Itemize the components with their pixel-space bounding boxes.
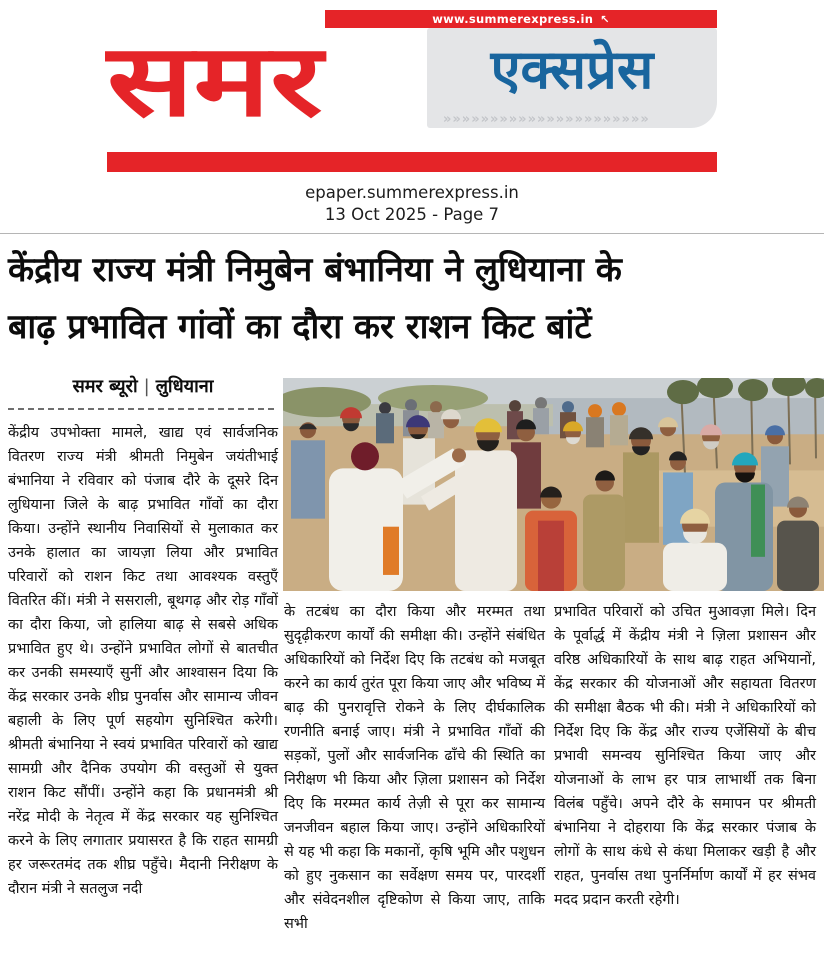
logo-samar-text: समर (107, 22, 323, 139)
headline-line-1: केंद्रीय राज्य मंत्री निमुबेन बंभानिया ने लुधियाना के (8, 250, 622, 290)
website-url: www.summerexpress.in (432, 12, 594, 26)
masthead-red-bar (107, 152, 717, 172)
logo-express-text: एक्सप्रेस (490, 38, 654, 101)
byline-location: लुधियाना (155, 376, 214, 397)
column-3 (554, 600, 816, 912)
date-page-number: 13 Oct 2025 - Page 7 (324, 205, 500, 224)
headline (8, 242, 820, 356)
article-text-col2: के तटबंध का दौरा किया और मरम्मत तथा सुदृढ़ीकरण कार्यों की समीक्षा की। उन्होंने संबंधित अधिकारियों को निर्देश दिए कि तटबंध को मजबूत करने का कार्य तुरंत पूरा किया जाए और भविष्य में बाढ़ की पुनरावृत्ति रोकने के लिए दीर्घकालिक रणनीति बनाई जाए। मंत्री ने प्रभावित गाँवों की सड़कों, पुलों और सार्वजनिक ढाँचे की स्थिति का निरीक्षण भी किया और ज़िला प्रशासन को निर्देश दिए कि मरम्मत कार्य तेज़ी से पूरा कर सामान्य जनजीवन बहाल किया जाए। उन्होंने अधिकारियों से यह भी कहा कि मकानों, कृषि भूमि और पशुधन को हुए नुकसान का सर्वेक्षण समय पर, पारदर्शी और संवेदनशील दृष्टिकोण से किया जाए, ताकि सभी (284, 604, 545, 932)
column-2 (284, 600, 545, 936)
article-text-col1: केंद्रीय उपभोक्ता मामले, खाद्य एवं सार्वजनिक वितरण राज्य मंत्री श्रीमती निमुबेन जयंतीभाई बंभानिया ने रविवार को पंजाब दौरे के दूसरे दिन लुधियाना जिले के बाढ़ प्रभावित गाँवों का दौरा किया। उन्होंने स्थानीय निवासियों से मुलाकात कर उनके हालात का जायज़ा लिया और प्रभावित परिवारों को राशन किट तथा आवश्यक वस्तुएँ वितरित कीं। मंत्री ने ससराली, बूथगढ़ और रोड़ गाँवों का दौरा किया, जो हालिया बाढ़ से सबसे अधिक प्रभावित हुए थे। उन्होंने प्रभावित लोगों से बातचीत कर उनकी समस्याएँ सुनीं और आश्वासन दिया कि केंद्र सरकार उनके शीघ्र पुनर्वास और सामान्य जीवन बहाली के लिए पूर्ण सहयोग सुनिश्चित करेगी। श्रीमती बंभानिया ने स्वयं प्रभावित परिवारों को खाद्य सामग्री और दैनिक उपयोग की वस्तुओं से युक्त राशन किट सौंपीं। उन्होंने कहा कि प्रधानमंत्री श्री नरेंद्र मोदी के नेतृत्व में केंद्र सरकार यह सुनिश्चित करने के लिए लगातार प्रयासरत है कि राहत सामग्री हर जरूरतमंद तक शीघ्र पहुँचे। मैदानी निरीक्षण के दौरान मंत्री ने सतलुज नदी (8, 425, 278, 897)
byline (8, 374, 278, 398)
byline-separator: | (143, 376, 150, 397)
website-url-banner (325, 10, 717, 28)
column-1 (8, 372, 278, 901)
epaper-url: epaper.summerexpress.in (305, 183, 519, 202)
byline-bureau: समर ब्यूरो (72, 376, 138, 397)
chevron-pattern-icon: »»»»»»»»»»»»»»»»»»»»»» (443, 112, 650, 127)
divider (0, 233, 824, 234)
cursor-arrow-icon: ↖ (600, 12, 610, 26)
logo-express-box (427, 28, 717, 128)
article-text-col3: प्रभावित परिवारों को उचित मुआवज़ा मिले। दिन के पूर्वार्द्ध में केंद्रीय मंत्री ने ज़िला प्रशासन और वरिष्ठ अधिकारियों के साथ बाढ़ राहत अभियानों, केंद्र सरकार की योजनाओं और सहायता वितरण की समीक्षा बैठक भी की। मंत्री ने अधिकारियों को निर्देश दिए कि केंद्र और राज्य एजेंसियों के बीच प्रभावी समन्वय सुनिश्चित किया जाए और योजनाओं के लाभ हर पात्र लाभार्थी तक बिना विलंब पहुँचे। अपने दौरे के समापन पर श्रीमती बंभानिया ने दोहराया कि केंद्र सरकार पंजाब के लोगों के साथ कंधे से कंधा मिलाकर खड़ी है और राहत, पुनर्वास तथा पुनर्निर्माण कार्यों में हर संभव मदद प्रदान करती रहेगी। (554, 604, 816, 908)
dashed-divider (8, 408, 274, 410)
photo-illustration (283, 378, 824, 591)
headline-line-2: बाढ़ प्रभावित गांवों का दौरा कर राशन किट बांटें (8, 307, 592, 347)
masthead (107, 10, 717, 172)
page-info (0, 182, 824, 226)
article-photo (283, 378, 824, 591)
